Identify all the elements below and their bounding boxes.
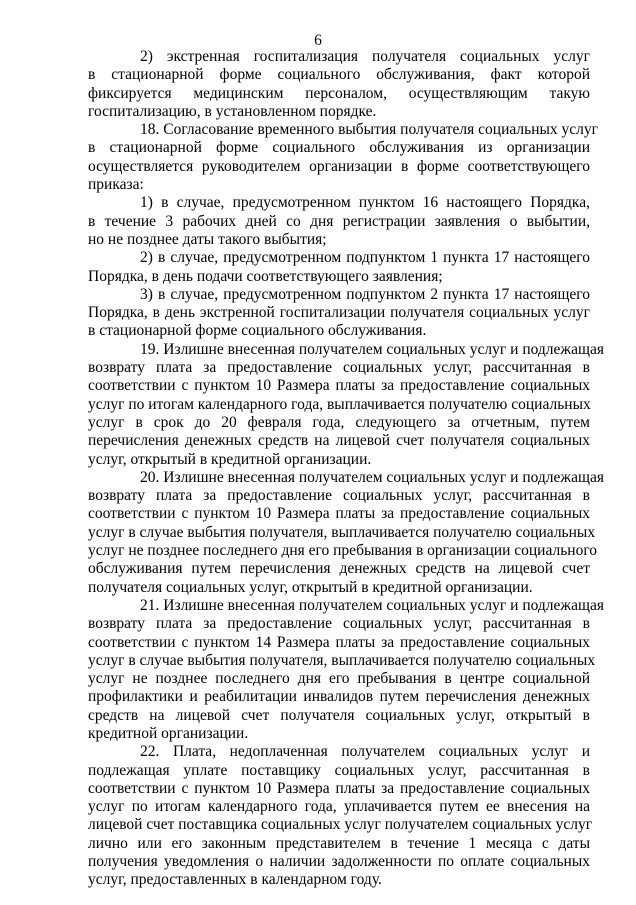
text-line: соответствии с пунктом 10 Размера платы за предоставление социальных (88, 377, 590, 395)
text-line: перечисления денежных средств на лицевой счет получателя социальных (88, 432, 590, 450)
text-line: 18. Согласование временного выбытия получателя социальных услуг (140, 121, 599, 139)
text-line: в течение 3 рабочих дней со дня регистрации заявления о выбытии, (88, 212, 590, 230)
text-line: соответствии с пунктом 10 Размера платы за предоставление социальных (88, 779, 590, 797)
text-line: 19. Излишне внесенная получателем социальных услуг и подлежащая (140, 340, 604, 358)
paragraph-p-18-1 (88, 194, 590, 249)
text-line: Порядка, в день подачи соответствующего заявления; (88, 267, 443, 285)
text-line: услуг, открытый в кредитной организации. (88, 450, 372, 468)
paragraph-p-2-emergency (88, 48, 590, 121)
text-line: соответствии с пунктом 10 Размера платы за предоставление социальных (88, 505, 590, 523)
text-line: 21. Излишне внесенная получателем социальных услуг и подлежащая (140, 596, 604, 614)
text-line: соответствии с пунктом 14 Размера платы за предоставление социальных (88, 633, 590, 651)
text-line: возврату плата за предоставление социальных услуг, рассчитанная в (88, 487, 590, 505)
paragraph-p-20 (88, 468, 604, 597)
text-line: услуг по итогам календарного года, выплачивается получателю социальных (88, 395, 591, 413)
document-body (88, 48, 604, 890)
text-line: возврату плата за предоставление социальных услуг, рассчитанная в (88, 359, 590, 377)
text-line: кредитной организации. (88, 724, 249, 742)
text-line: 20. Излишне внесенная получателем социальных услуг и подлежащая (140, 468, 604, 486)
text-line: 3) в случае, предусмотренном подпунктом 2 пункта 17 настоящего (140, 285, 590, 303)
text-line: в стационарной форме социального обслуживания, факт которой (88, 66, 590, 84)
text-line: профилактики и реабилитации инвалидов путем перечисления денежных (88, 688, 590, 706)
paragraph-p-22 (88, 743, 593, 889)
text-line: но не позднее даты такого выбытия; (88, 230, 327, 248)
text-line: лицевой счет поставщика социальных услуг получателем социальных услуг (88, 816, 593, 834)
text-line: 2) в случае, предусмотренном подпунктом 1 пункта 17 настоящего (140, 249, 590, 267)
text-line: Порядка, в день экстренной госпитализации получателя социальных услуг (88, 304, 590, 322)
text-line: услуг не позднее последнего дня его пребывания в организации социального (88, 542, 598, 560)
text-line: получателя социальных услуг, открытый в кредитной организации. (88, 578, 533, 596)
text-line: 1) в случае, предусмотренном пунктом 16 настоящего Порядка, (140, 194, 590, 212)
text-line: в стационарной форме социального обслуживания. (88, 322, 427, 340)
paragraph-p-18 (88, 121, 599, 194)
text-line: подлежащая уплате поставщику социальных услуг, рассчитанная в (88, 761, 590, 779)
paragraph-p-18-2 (88, 249, 590, 286)
page-number: 6 (314, 32, 322, 49)
text-line: услуг не позднее последнего дня его пребывания в центре социальной (88, 670, 590, 688)
paragraph-p-19 (88, 340, 604, 469)
text-line: 22. Плата, недоплаченная получателем социальных услуг и (140, 743, 590, 761)
text-line: обслуживания путем перечисления денежных средств на лицевой счет (88, 560, 590, 578)
text-line: услуг в случае выбытия получателя, выплачивается получателю социальных (88, 523, 596, 541)
text-line: приказа: (88, 176, 144, 194)
text-line: услуг в случае выбытия получателя, выплачивается получателю социальных (88, 651, 596, 669)
text-line: фиксируется медицинским персоналом, осуществляющим такую (88, 84, 590, 102)
text-line: услуг, предоставленных в календарном году. (88, 871, 382, 889)
text-line: лично или его законным представителем в течение 1 месяца с даты (88, 834, 590, 852)
text-line: средств на лицевой счет получателя социальных услуг, открытый в (88, 706, 590, 724)
paragraph-p-21 (88, 596, 604, 743)
text-line: в стационарной форме социального обслуживания из организации (88, 139, 590, 157)
text-line: госпитализацию, в установленном порядке. (88, 102, 377, 120)
text-line: услуг в срок до 20 февраля года, следующего за отчетным, путем (88, 413, 590, 431)
paragraph-p-18-3 (88, 286, 590, 341)
text-line: возврату плата за предоставление социальных услуг, рассчитанная в (88, 615, 590, 633)
text-line: 2) экстренная госпитализация получателя социальных услуг (140, 48, 590, 65)
text-line: услуг по итогам календарного года, уплачивается путем ее внесения на (88, 798, 590, 816)
text-line: получения уведомления о наличии задолженности по оплате социальных (88, 853, 590, 871)
text-line: осуществляется руководителем организации в форме соответствующего (88, 157, 590, 175)
